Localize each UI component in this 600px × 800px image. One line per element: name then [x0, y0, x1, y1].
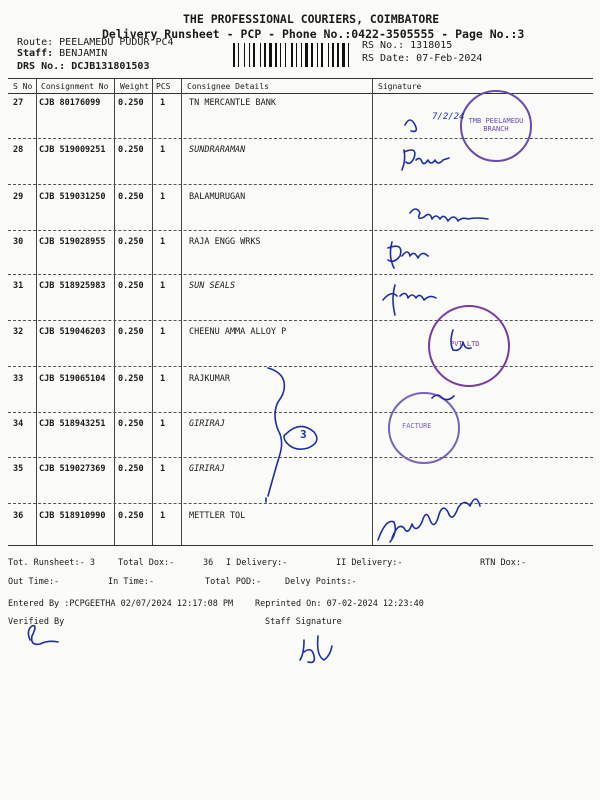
- row-consignment-no: CJB 519046203: [39, 327, 106, 337]
- row-sno: 32: [13, 327, 24, 337]
- out-time: Out Time:-: [8, 577, 60, 587]
- row-consignee: SUN SEALS: [189, 281, 236, 291]
- col-header-sno: S No: [13, 82, 33, 91]
- col-header-weight: Weight: [120, 82, 149, 91]
- drs-value: DCJB131801503: [71, 61, 150, 72]
- row-pcs: 1: [160, 419, 166, 429]
- total-pod: Total POD:-: [205, 577, 262, 587]
- runsheet-subtitle: Delivery Runsheet - PCP - Phone No.:0422-3505555 - Page No.:3: [102, 27, 525, 41]
- row-consignee: GIRIRAJ: [189, 419, 225, 429]
- row-pcs: 1: [160, 237, 166, 247]
- row-consignment-no: CJB 519009251: [39, 145, 106, 155]
- in-time: In Time:-: [108, 577, 155, 587]
- route-label: Route:: [17, 37, 54, 48]
- row-consignment-no: CJB 80176099: [39, 98, 101, 108]
- row-consignee: RAJA ENGG WRKS: [189, 237, 261, 247]
- row-sno: 28: [13, 145, 24, 155]
- row-consignee: BALAMURUGAN: [189, 192, 246, 202]
- row-sno: 36: [13, 511, 24, 521]
- row-pcs: 1: [160, 145, 166, 155]
- row-consignee: METTLER TOL: [189, 511, 246, 521]
- row-consignment-no: CJB 519065104: [39, 374, 106, 384]
- row-consignment-no: CJB 519028955: [39, 237, 106, 247]
- verifier-signature: [28, 626, 58, 645]
- row-consignment-no: CJB 519027369: [39, 464, 106, 474]
- third-stamp-text: FACTURE: [402, 422, 432, 430]
- row-consignment-no: CJB 519031250: [39, 192, 106, 202]
- total-dox-value: 36: [203, 558, 214, 568]
- reprinted-on: Reprinted On: 07-02-2024 12:23:40: [255, 599, 424, 609]
- i-delivery: I Delivery:-: [226, 558, 288, 568]
- row-consignment-no: CJB 518925983: [39, 281, 106, 291]
- col-header-pcs: PCS: [156, 82, 171, 91]
- row-pcs: 1: [160, 192, 166, 202]
- bracket-mark: [266, 368, 284, 502]
- delvy-points: Delvy Points:-: [285, 577, 357, 587]
- row-sno: 35: [13, 464, 24, 474]
- row-weight: 0.250: [118, 281, 144, 291]
- row-consignment-no: CJB 518943251: [39, 419, 106, 429]
- signature-row-29: [410, 209, 488, 221]
- row-consignment-no: CJB 518910990: [39, 511, 106, 521]
- handwritten-count: 3: [300, 428, 307, 441]
- row-weight: 0.250: [118, 192, 144, 202]
- row-consignee: TN MERCANTLE BANK: [189, 98, 276, 108]
- staff-value: BENJAMIN: [59, 48, 108, 59]
- row-consignee: GIRIRAJ: [189, 464, 225, 474]
- entered-by: Entered By :PCPGEETHA 02/07/2024 12:17:08 PM: [8, 599, 234, 609]
- row-weight: 0.250: [118, 145, 144, 155]
- signature-row-36: [378, 499, 480, 542]
- col-header-consignee: Consignee Details: [187, 82, 269, 91]
- row-pcs: 1: [160, 374, 166, 384]
- total-dox-label: Total Dox:-: [118, 558, 175, 568]
- row-consignee: CHEENU AMMA ALLOY P: [189, 327, 287, 337]
- row-sno: 34: [13, 419, 24, 429]
- row-weight: 0.250: [118, 98, 144, 108]
- row-weight: 0.250: [118, 374, 144, 384]
- tot-runsheet: Tot. Runsheet:- 3: [8, 558, 95, 568]
- ii-delivery: II Delivery:-: [336, 558, 403, 568]
- row-sno: 27: [13, 98, 24, 108]
- row-pcs: 1: [160, 464, 166, 474]
- mill-stamp-text: PVT LTD: [450, 340, 480, 348]
- row-pcs: 1: [160, 327, 166, 337]
- rs-number: RS No.: 1318015: [362, 40, 453, 51]
- handwritten-date: 7/2/24: [432, 112, 465, 122]
- row-sno: 30: [13, 237, 24, 247]
- row-pcs: 1: [160, 98, 166, 108]
- rs-date: RS Date: 07-Feb-2024: [362, 53, 483, 64]
- company-name: THE PROFESSIONAL COURIERS, COIMBATORE: [183, 12, 440, 26]
- row-sno: 33: [13, 374, 24, 384]
- route-value: PEELAMEDU PUDUR PC4: [59, 37, 174, 48]
- staff-signature-mark: [300, 636, 332, 662]
- signature-row-32: [451, 330, 471, 350]
- rtn-dox: RTN Dox:-: [480, 558, 527, 568]
- col-header-consignment: Consignment No: [41, 82, 109, 91]
- row-weight: 0.250: [118, 464, 144, 474]
- signature-row-27: [405, 120, 416, 131]
- row-weight: 0.250: [118, 237, 144, 247]
- row-weight: 0.250: [118, 419, 144, 429]
- signature-row-30: [388, 242, 428, 268]
- row-consignee: SUNDRARAMAN: [189, 145, 246, 155]
- row-consignee: RAJKUMAR: [189, 374, 230, 384]
- signature-row-33: [432, 395, 454, 400]
- bank-stamp-text: TMB PEELAMEDU BRANCH: [468, 117, 524, 133]
- signature-row-28: [402, 150, 449, 170]
- row-weight: 0.250: [118, 511, 144, 521]
- row-sno: 29: [13, 192, 24, 202]
- drs-label: DRS No.:: [17, 61, 66, 72]
- staff-label: Staff:: [17, 48, 54, 59]
- row-pcs: 1: [160, 511, 166, 521]
- signature-row-31: [383, 285, 436, 315]
- col-header-signature: Signature: [378, 82, 422, 91]
- row-weight: 0.250: [118, 327, 144, 337]
- verified-by: Verified By: [8, 617, 65, 627]
- staff-signature-label: Staff Signature: [265, 617, 342, 627]
- row-sno: 31: [13, 281, 24, 291]
- row-pcs: 1: [160, 281, 166, 291]
